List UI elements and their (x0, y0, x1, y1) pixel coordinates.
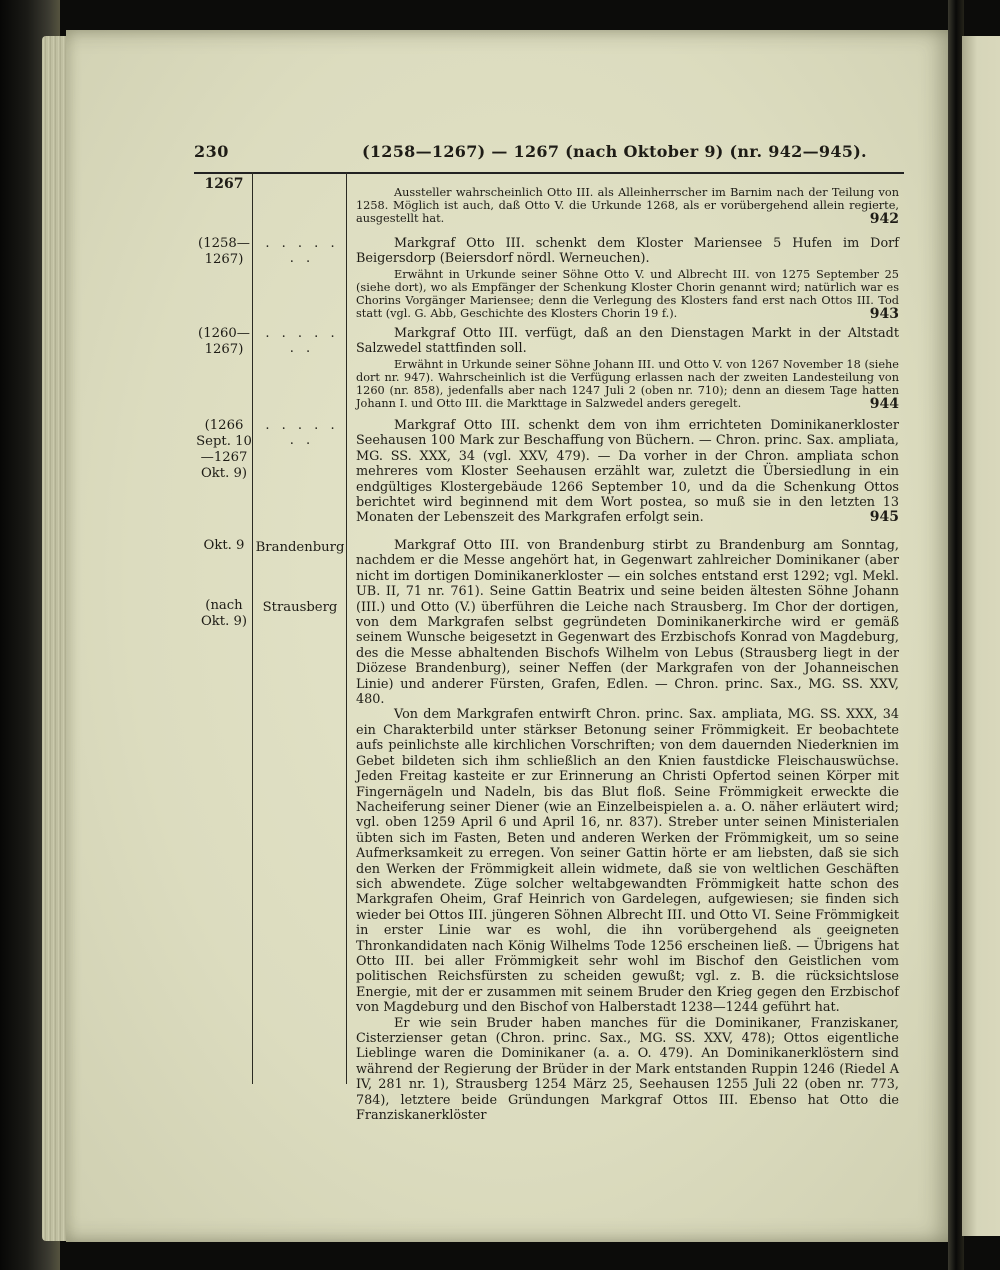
entry-942 (356, 186, 899, 226)
place-strausberg: Strausberg (262, 600, 338, 615)
place-dots-945: . . . . . . . (265, 418, 339, 448)
entry-number-943: 943 (869, 306, 899, 323)
page-header (194, 140, 904, 166)
entry-946-paragraph-2: Von dem Markgrafen entwirft Chron. princ. Sax. ampliata, MG. SS. XXX, 34 ein Charakterbild unter stärkser Betonung seiner Frömmigkeit. Er beobachtete aufs peinlichste alle kirchlichen Vorschriften; von dem dauernden Niederknien im Gebet bildeten sich ihm schließlich an den Knien faustdicke Fleischauswüchse. Jeden Freitag kasteite er zur Erinnerung an Christi Opfertod seinen Körper mit Fingernägeln und Nadeln, bis das Blut floß. Seine Frömmigkeit erweckte die Nacheiferung seiner Diener (wie an Einzelbeispielen a. a. O. näher erläutert wird; vgl. oben 1259 April 6 und April 16, nr. 837). Streber unter seinen Ministerialen übten sich im Fasten, Beten und anderen Werken der Frömmigkeit, um so seine Aufmerksamkeit zu erregen. Von seiner Gattin hörte er am liebsten, daß sie sich den Werken der Frömmigkeit allein widmete, daß sie von weltlichen Geschäften sich abwendete. Züge solcher weltabgewandten Frömmigkeit hatte schon des Markgrafen Oheim, Graf Heinrich von Gardelegen, aufgewiesen; sie finden sich wieder bei Ottos III. jüngeren Söhnen Albrecht III. und Otto VI. Seine Frömmigkeit in erster Linie war es wohl, die ihn vorübergehend als geeigneten Thronkandidaten nach König Wilhelms Tode 1256 erscheinen ließ. — Übrigens hat Otto III. bei aller Frömmigkeit sehr wohl im Bischof den Geistlichen vom politischen Reichsfürsten zu scheiden gewußt; vgl. z. B. die rücksichtslose Energie, mit der er zusammen mit seinem Bruder den Krieg gegen den Erzbischof von Magdeburg und den Bischof von Halberstadt 1238—1244 geführt hat. (356, 707, 899, 1016)
entry-number-945: 945 (869, 509, 899, 526)
entry-945 (356, 418, 899, 526)
entry-945-text: Markgraf Otto III. schenkt dem von ihm errichteten Dominikanerkloster Seehausen 100 Mark zur Beschaffung von Büchern. — Chron. princ. Sax. ampliata, MG. SS. XXX, 34 (vgl. XXV, 479). — Da vorher in der Chron. ampliata schon mehreres vom Kloster Seehausen erzählt war, zuletzt die Übersiedlung in ein endgültiges Klostergebäude 1266 September 10, und da die Schenkung Ottos berichtet wird beginnend mit dem Wort postea, so muß sie in den letzten 13 Monaten der Lebenszeit des Markgrafen erfolgt sein. (356, 418, 899, 526)
entry-942-note: Aussteller wahrscheinlich Otto III. als Alleinherrscher im Barnim nach der Teilung von 1258. Möglich ist auch, daß Otto V. die Urkunde 1268, als er vorübergehend allein regierte, ausgestellt hat. (356, 186, 899, 226)
entry-943-note: Erwähnt in Urkunde seiner Söhne Otto V. und Albrecht III. von 1275 September 25 (siehe dort), wo als Empfänger der Schenkung Kloster Chorin genannt wird; natürlich war es Chorins Vorgänger Mariensee; denn die Verlegung des Klosters fand erst nach Ottos III. Tod statt (vgl. G. Abb, Geschichte des Klosters Chorin 19 f.). (356, 267, 899, 321)
running-head: (1258—1267) — 1267 (nach Oktober 9) (nr. 942—945). (362, 142, 867, 161)
entry-944 (356, 326, 899, 411)
entry-946-paragraph-1: Markgraf Otto III. von Brandenburg stirbt zu Brandenburg am Sonntag, nachdem er die Messe angehört hat, in Gegenwart zahlreicher Dominikaner (aber nicht im dortigen Dominikanerkloster — ein solches entstand erst 1292; vgl. Mekl. UB. II, 71 nr. 761). Seine Gattin Beatrix und seine beiden ältesten Söhne Johann (III.) und Otto (V.) überführen die Leiche nach Strausberg. Im Chor der dortigen, von dem Markgrafen selbst gegründeten Dominikanerkirche wird er gemäß seinem Wunsche beigesetzt in Gegenwart des Erzbischofs Konrad von Magdeburg, des die Messe abhaltenden Bischofs Wilhelm von Lebus (Strausberg liegt in der Diözese Brandenburg), seiner Neffen (der Markgrafen von der Johanneischen Linie) und anderer Fürsten, Grafen, Edlen. — Chron. princ. Sax., MG. SS. XXV, 480. (356, 538, 899, 708)
page-number: 230 (194, 142, 229, 161)
date-945: (1266 Sept. 10 —1267 Okt. 9) (196, 418, 252, 481)
place-dots-943: . . . . . . . (265, 236, 339, 266)
entry-946-paragraph-3: Er wie sein Bruder haben manches für die Dominikaner, Franziskaner, Cisterzienser getan (Chron. princ. Sax., MG. SS. XXV, 478); Ottos eigentliche Lieblinge waren die Dominikaner (a. a. O. 479). An Dominikanerklöstern sind während der Regierung der Brüder in der Mark entstanden Ruppin 1246 (Riedel A IV, 281 nr. 1), Strausberg 1254 März 25, Seehausen 1255 Juli 22 (oben nr. 773, 784), letztere beide Gründungen Markgraf Ottos III. Ebenso hat Otto die Franziskanerklöster (356, 1015, 899, 1124)
table-top-rule (194, 172, 904, 174)
column-rule-date (252, 172, 253, 1084)
column-rule-place (346, 172, 347, 1084)
entry-number-944: 944 (869, 396, 899, 413)
year-label: 1267 (204, 176, 244, 192)
date-943: (1258— 1267) (198, 236, 250, 267)
date-944: (1260— 1267) (198, 326, 250, 357)
entry-946 (356, 538, 899, 1123)
facing-page-edge (962, 36, 1000, 1236)
entry-944-note: Erwähnt in Urkunde seiner Söhne Johann III. und Otto V. von 1267 November 18 (siehe dort nr. 947). Wahrscheinlich ist die Verfügung erlassen nach der zweiten Landesteilung von 1260 (nr. 858), jedenfalls aber nach 1247 Juli 2 (oben nr. 710); denn an diesem Tage hatten Johann I. und Otto III. die Markttage in Salzwedel anders geregelt. (356, 357, 899, 411)
date-946-death: Okt. 9 (203, 538, 245, 553)
place-brandenburg: Brandenburg (255, 540, 345, 555)
entry-943 (356, 236, 899, 321)
entry-943-text: Markgraf Otto III. schenkt dem Kloster Mariensee 5 Hufen im Dorf Beigersdorp (Beiersdorf nördl. Werneuchen). (356, 236, 899, 267)
entry-944-text: Markgraf Otto III. verfügt, daß an den Dienstagen Markt in der Altstadt Salzwedel stattfinden soll. (356, 326, 899, 357)
date-946-burial: (nach Okt. 9) (200, 598, 248, 629)
entry-number-942: 942 (869, 211, 899, 228)
place-dots-944: . . . . . . . (265, 326, 339, 356)
